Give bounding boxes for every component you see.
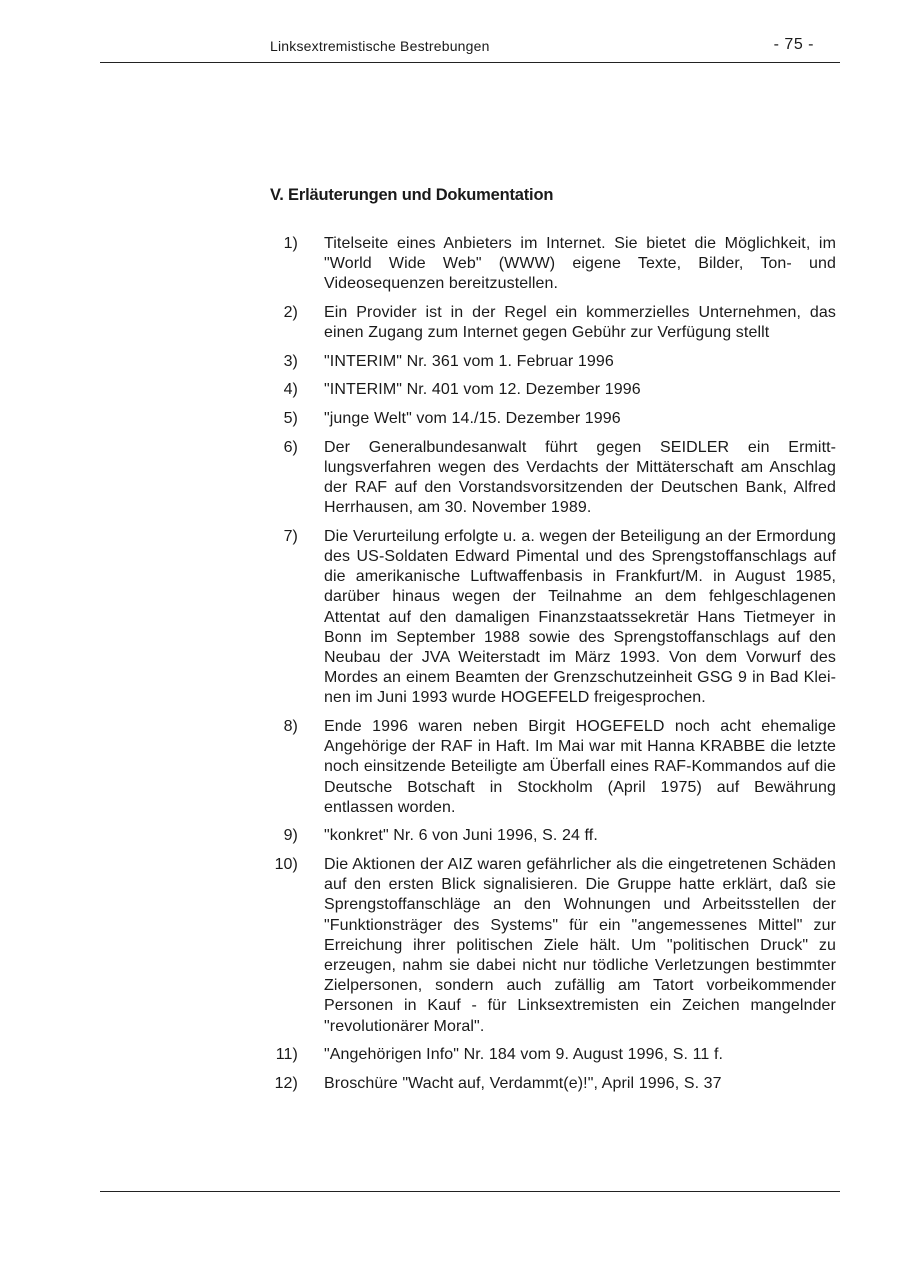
note-item	[262, 303, 836, 343]
note-number: 9)	[283, 827, 298, 845]
note-number: 10)	[274, 856, 298, 873]
running-title: Linksextremistische Bestrebungen	[270, 38, 490, 54]
note-item	[262, 234, 836, 295]
note-number: 3)	[283, 352, 298, 370]
note-text: Die Verurteilung erfolgte u. a. wegen der Beteiligung an der Ermordung des US-Soldaten Edward Pimental und des Sprengstoffanschlags auf die amerikanische Luftwaffenbasis in Frankfurt/M. in August 1985, darüber hinaus wegen der Teilnahme an dem fehlgeschlagenen Attentat auf den damaligen Finanzstaatssekretär Hans Tietmeyer in Bonn im September 1988 sowie des Sprengstoffanschlags auf den Neubau der JVA Weiterstadt im März 1993. Von dem Vorwurf des Mordes an einem Beamten der Grenzschutzeinheit GSG 9 in Bad Kleinen im Juni 1993 wurde HOGEFELD freigesprochen.	[324, 527, 836, 707]
note-number: 12)	[274, 1074, 298, 1092]
note-item	[262, 409, 836, 429]
section-title: V. Erläuterungen und Dokumentation	[270, 186, 554, 204]
note-number: 5)	[283, 409, 298, 427]
note-text: "konkret" Nr. 6 von Juni 1996, S. 24 ff.	[324, 827, 598, 845]
footer-rule	[100, 1191, 840, 1192]
note-text: Broschüre "Wacht auf, Verdammt(e)!", April 1996, S. 37	[324, 1074, 722, 1092]
note-item	[262, 1074, 836, 1094]
note-text: Ein Provider ist in der Regel ein kommerzielles Unternehmen, das einen Zugang zum Internet gegen Gebühr zur Verfügung stellt	[324, 304, 836, 342]
note-number: 1)	[283, 235, 298, 252]
note-text: Titelseite eines Anbieters im Internet. Sie bietet die Möglichkeit, im "World Wide Web" (WWW) eigene Texte, Bilder, Ton- und Videosequenzen bereitzustellen.	[324, 235, 836, 293]
note-text: Ende 1996 waren neben Birgit HOGEFELD noch acht ehemalige Angehörige der RAF in Haft. Im Mai war mit Hanna KRABBE die letzte noch einsitzende Beteiligte am Überfall eines RAF-Kommandos auf die Deutsche Botschaft in Stockholm (April 1975) auf Bewährung entlassen worden.	[324, 718, 836, 816]
note-number: 7)	[283, 527, 298, 545]
note-text: "Angehörigen Info" Nr. 184 vom 9. August 1996, S. 11 f.	[324, 1046, 724, 1064]
notes-list	[262, 234, 836, 1102]
page-header	[100, 34, 840, 63]
note-item	[262, 352, 836, 372]
note-item	[262, 826, 836, 846]
note-item	[262, 380, 836, 400]
note-number: 6)	[283, 438, 298, 456]
note-number: 4)	[283, 381, 298, 399]
note-item	[262, 855, 836, 1037]
note-item	[262, 438, 836, 519]
note-number: 2)	[283, 304, 298, 321]
note-item	[262, 1045, 836, 1065]
note-text: "INTERIM" Nr. 401 vom 12. Dezember 1996	[324, 381, 641, 399]
note-item	[262, 527, 836, 709]
note-text: "junge Welt" vom 14./15. Dezember 1996	[324, 409, 621, 427]
note-text: "INTERIM" Nr. 361 vom 1. Februar 1996	[324, 352, 614, 370]
note-item	[262, 717, 836, 818]
note-number: 8)	[283, 718, 298, 735]
note-text: Die Aktionen der AIZ waren gefährlicher als die eingetretenen Schäden auf den ersten Blick signalisieren. Die Gruppe hatte erklärt, daß sie Sprengstoffanschläge an den Wohnungen und Arbeitsstellen der "Funktionsträger des Systems" für ein "angemessenes Mittel" zur Erreichung ihrer politischen Ziele hält. Um "politischen Druck" zu erzeugen, nahm sie dabei nicht nur tödliche Verletzungen bestimmter Zielpersonen, sondern auch zufällig am Tatort vorbeikommender Personen in Kauf - für Linksextremisten ein Zeichen mangelnder "revolutionärer Moral".	[324, 856, 836, 1035]
note-number: 11)	[275, 1046, 298, 1064]
note-text: Der Generalbundesanwalt führt gegen SEIDLER ein Ermittlungsverfahren wegen des Verdachts der Mittäterschaft am Anschlag der RAF auf den Vorstandsvorsitzenden der Deutschen Bank, Alfred Herrhausen, am 30. November 1989.	[324, 438, 836, 517]
page-number: - 75 -	[773, 36, 814, 53]
